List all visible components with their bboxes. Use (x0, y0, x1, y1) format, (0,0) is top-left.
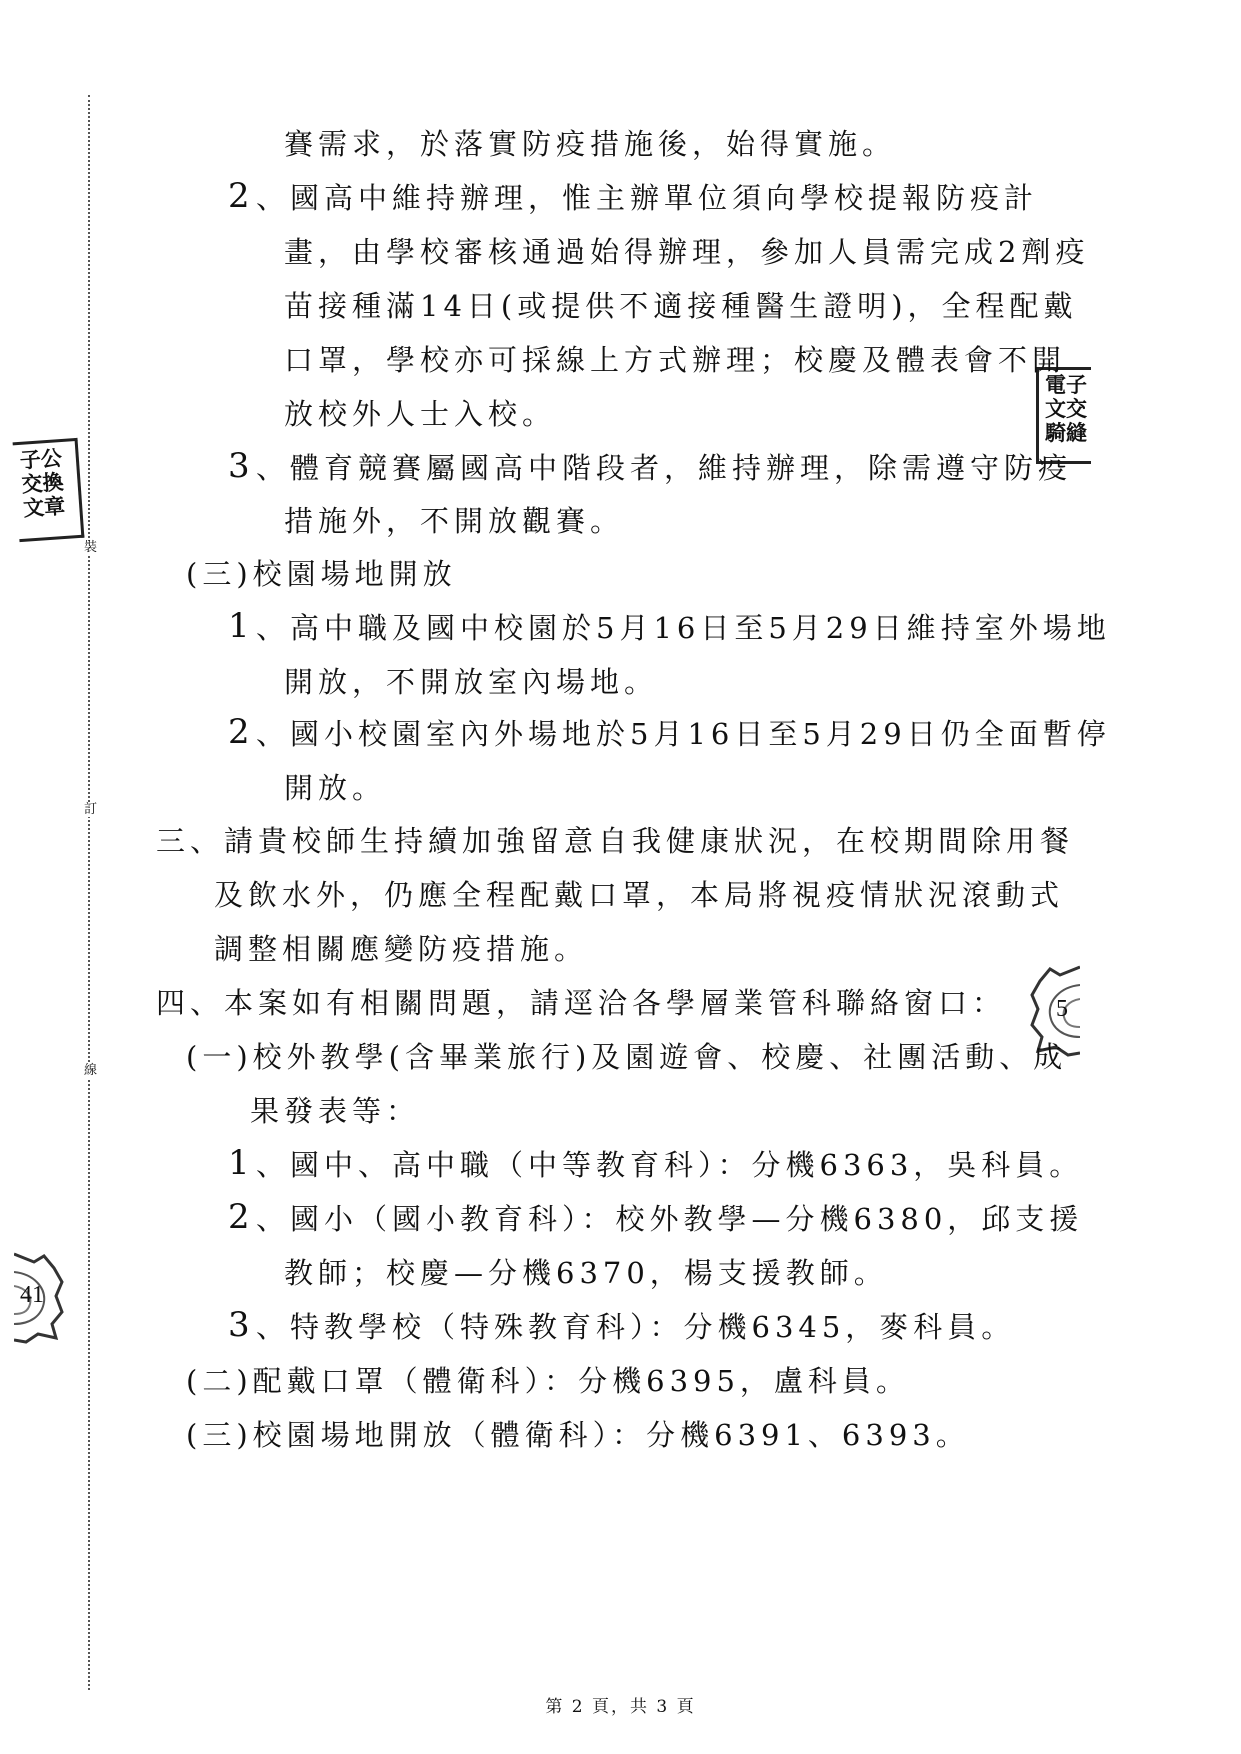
section-heading: (三)校園場地開放（體衛科）：分機6391、6393。 (186, 1418, 970, 1452)
text-line: 口罩，學校亦可採線上方式辦理；校慶及體表會不開 (284, 343, 1067, 377)
text-line: 苗接種滿14日(或提供不適接種醫生證明)，全程配戴 (284, 289, 1078, 323)
text-line: 、國中、高中職（中等教育科）：分機6363，吳科員。 (256, 1148, 1084, 1182)
page-number: 第 2 頁，共 3 頁 (545, 1697, 696, 1717)
text-line: 賽需求，於落實防疫措施後，始得實施。 (284, 127, 897, 161)
seal-right-number: 5 (1056, 996, 1068, 1022)
item-number: 1 (228, 606, 250, 646)
text-line: 調整相關應變防疫措施。 (214, 932, 589, 966)
text-line: 教師；校慶—分機6370，楊支援教師。 (284, 1256, 888, 1290)
text-line: 畫，由學校審核通過始得辦理，參加人員需完成2劑疫 (284, 235, 1090, 269)
exchange-stamp-left: 子公 交換 文章 (13, 438, 85, 542)
section-heading: 四、本案如有相關問題，請逕洽各學層業管科聯絡窗口： (156, 986, 1007, 1020)
item-number: 3 (228, 1305, 250, 1345)
item-number: 3 (228, 446, 250, 486)
text-line: 放校外人士入校。 (284, 397, 557, 431)
text-line: 果發表等： (250, 1094, 421, 1128)
text-line: 、體育競賽屬國高中階段者，維持辦理，除需遵守防疫 (256, 451, 1073, 485)
text-line: 、國小（國小教育科）：校外教學—分機6380，邱支援 (256, 1202, 1084, 1236)
text-line: 開放，不開放室內場地。 (284, 665, 659, 699)
text-line: 及飲水外，仍應全程配戴口罩，本局將視疫情狀況滾動式 (214, 878, 1065, 912)
item-number: 2 (228, 1197, 250, 1237)
section-heading: (三)校園場地開放 (186, 557, 457, 591)
binding-label-xian: 線 (84, 1063, 98, 1078)
seal-left-number: 41 (20, 1282, 44, 1308)
text-line: 、國小校園室內外場地於5月16日至5月29日仍全面暫停 (256, 717, 1111, 751)
item-number: 1 (228, 1143, 250, 1183)
text-line: 開放。 (284, 771, 387, 805)
section-heading: 三、請貴校師生持續加強留意自我健康狀況，在校期間除用餐 (156, 824, 1075, 858)
exchange-stamp-right: 電子 文交 騎縫 (1036, 367, 1091, 464)
text-line: 、高中職及國中校園於5月16日至5月29日維持室外場地 (256, 611, 1111, 645)
text-line: 措施外，不開放觀賽。 (284, 504, 625, 538)
item-number: 2 (228, 176, 250, 216)
section-heading: (二)配戴口罩（體衛科）：分機6395，盧科員。 (186, 1364, 910, 1398)
text-line: 、國高中維持辦理，惟主辦單位須向學校提報防疫計 (256, 181, 1039, 215)
text-line: 、特教學校（特殊教育科）：分機6345，麥科員。 (256, 1310, 1016, 1344)
section-heading: (一)校外教學(含畢業旅行)及園遊會、校慶、社團活動、成 (186, 1040, 1068, 1074)
item-number: 2 (228, 712, 250, 752)
binding-label-zhuang: 裝 (84, 540, 98, 555)
binding-dotted-line (88, 95, 90, 1690)
binding-label-ding: 訂 (84, 802, 98, 817)
